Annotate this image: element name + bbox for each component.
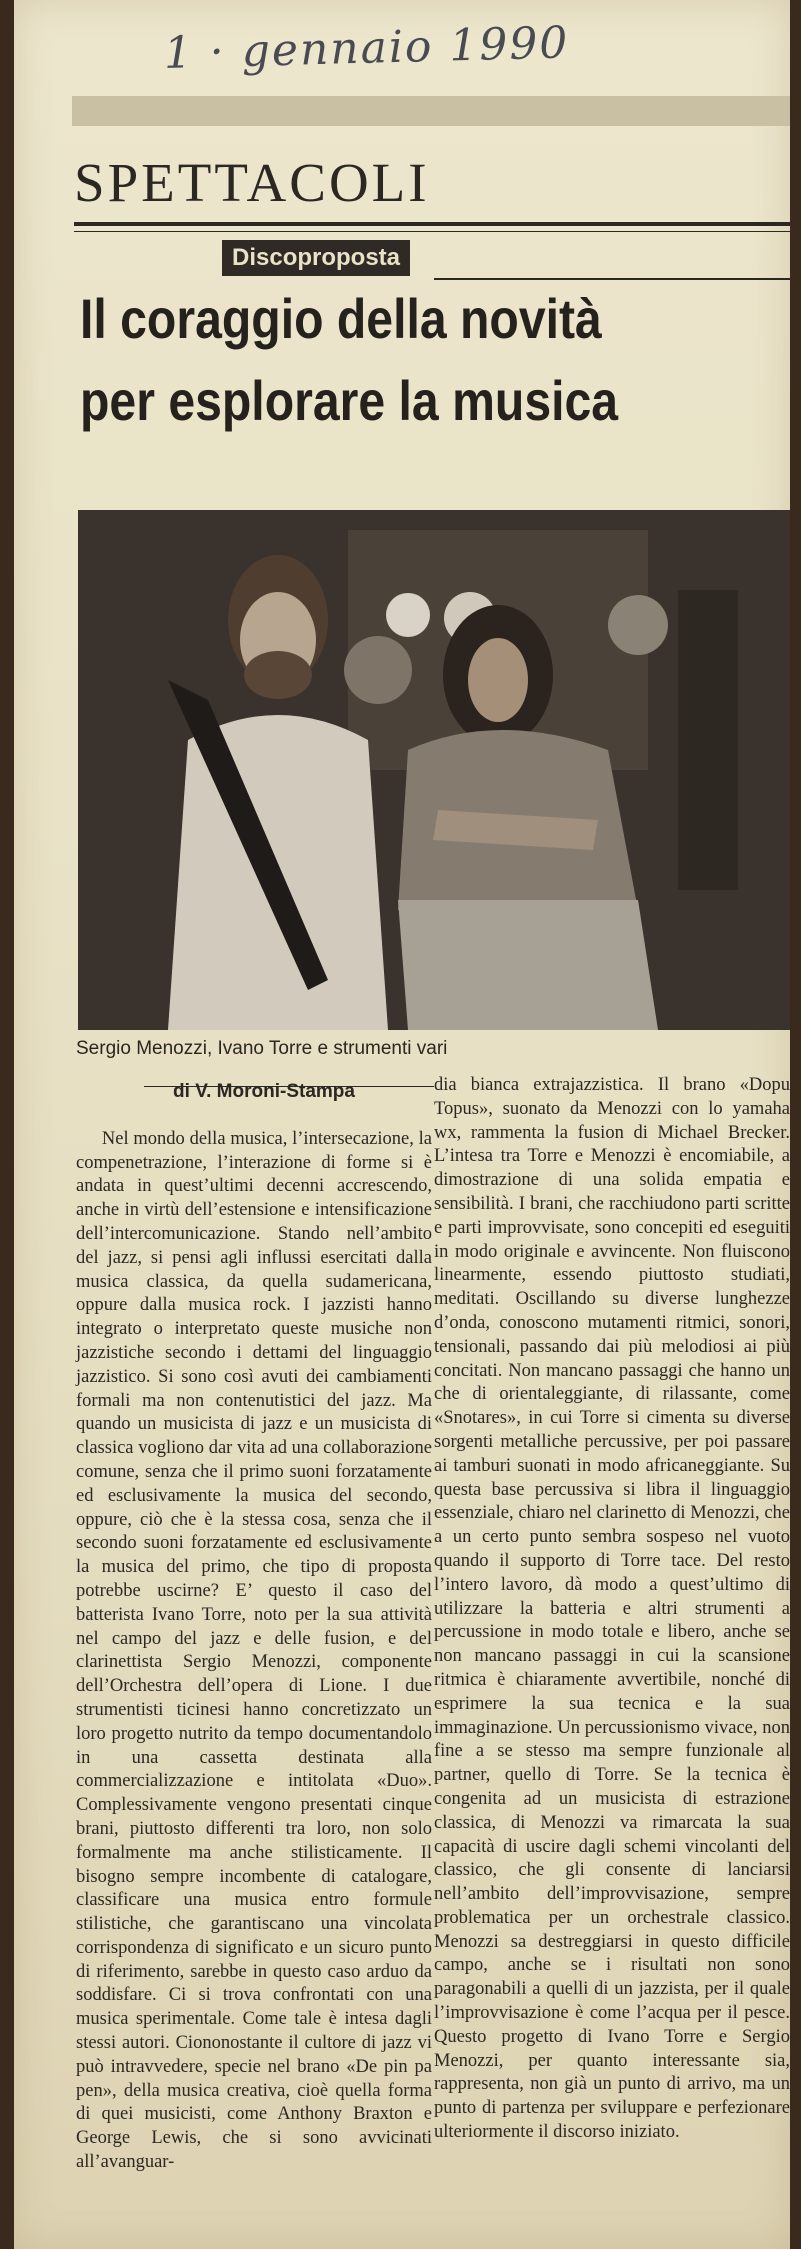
section-band [72, 96, 790, 126]
article-column-right [434, 1074, 790, 2145]
section-rule [74, 222, 790, 226]
photo-musicians [78, 510, 790, 1030]
byline: di V. Moroni-Stampa [173, 1081, 355, 1102]
photo-caption: Sergio Menozzi, Ivano Torre e strumenti vari [76, 1038, 448, 1059]
headline-line-2: per esplorare la musica [80, 369, 619, 432]
headline [80, 278, 691, 468]
article-text-left: Nel mondo della musica, l’intersecazione, la compenetrazione, l’interazione di forme si è andata in quest’ultimi decenni accrescendo, anche in virtù dell’estensione e intensificazione dell’intercomunicazione. Stando nell’ambito del jazz, si pensi agli influssi esercitati dalla musica classica, da quella sudamericana, oppure dalla musica rock. I jazzisti hanno integrato o interpretato queste musiche non jazzistiche secondo i dettami del linguaggio jazzistico. Si sono così avuti dei cambiamenti formali ma non contenutistici del jazz. Ma quando un musicista di jazz e un musicista di classica vogliono dar vita ad una collaborazione comune, senza che il primo suoni forzatamente ed esclusivamente la musica del secondo, oppure, ciò che è la stessa cosa, senza che il secondo suoni forzatamente ed esclusivamente la musica del primo, che tipo di proposta potrebbe uscirne? E’ questo il caso del batterista Ivano Torre, noto per la sua attività nel campo del jazz e delle fusion, e del clarinettista Sergio Menozzi, componente dell’Orchestra dell’opera di Lione. I due strumentisti ticinesi hanno concretizzato un loro progetto nutrito da tempo documentandolo in una cassetta destinata alla commercializzazione e intitolata «Duo». Complessivamente vengono presentati cinque brani, piuttosto differenti tra loro, non solo formalmente ma anche stilisticamente. Il bisogno sempre incombente di catalogare, classificare una musica entro formule stilistiche, che garantiscano una vincolata corrispondenza di significato e un sicuro punto di riferimento, sarebbe in questo caso arduo da soddisfare. Ci si trova confrontati con una musica sperimentale. Come tale è intesa dagli stessi autori. Ciononostante il cultore di jazz vi può intravvedere, specie nel brano «De pin pa pen», della musica creativa, cioè quella forma di quei musicisti, come Anthony Braxton e George Lewis, che si sono avvicinati all’avanguar- [76, 1128, 432, 2173]
newspaper-clipping [14, 0, 790, 2249]
photo-image [78, 510, 790, 1030]
article-text-right: dia bianca extrajazzistica. Il brano «Dopu Topus», suonato da Menozzi con lo yamaha wx, rammenta la fusion di Michael Brecker. L’intesa tra Torre e Menozzi è encomiabile, a dimostrazione di una solida empatia e sensibilità. I brani, che racchiudono parti scritte e parti improvvisate, sono concepiti ed eseguiti in modo originale e avvincente. Non fluiscono linearmente, essendo piuttosto studiati, meditati. Oscillando su diverse lunghezze d’onda, conoscono mutamenti ritmici, sonori, tensionali, passando dai più melodiosi ai più concitati. Non mancano passaggi che hanno un che di orientaleggiante, di rilassante, come «Snotares», in cui Torre si cimenta su diverse sorgenti metalliche percussive, per poi passare ai tamburi suonati in modo africaneggiante. Su questa base percussiva si libra il linguaggio essenziale, chiaro nel clarinetto di Menozzi, che a un certo punto sembra sospeso nel vuoto quando il supporto di Torre tace. Del resto l’intero lavoro, dà modo a quest’ultimo di utilizzare la batteria e altri strumenti a percussione in modo totale e libero, anche se non mancano passaggi in cui la scansione ritmica è chiaramente avvertibile, nonché di esprimere la sua tecnica e la sua immaginazione. Un percussionismo vivace, non fine a se stesso ma sempre funzionale al partner, quello di Torre. Se la tecnica è congenita ad un musicista di estrazione classica, di Menozzi va rimarcata la sua capacità di uscire dagli schemi vincolanti del classico, che gli consente di lanciarsi nell’ambito dell’improvvisazione, sempre problematica per un orchestrale classico. Menozzi sa destreggiarsi in questo difficile campo, anche se i risultati non sono paragonabili a quelli di un jazzista, per il quale l’improvvisazione è come l’acqua per il pesce. Questo progetto di Ivano Torre e Sergio Menozzi, per quanto interessante sia, rappresenta, non già un punto di arrivo, ma un punto di partenza per sviluppare e perfezionare ulteriormente il discorso iniziato. [434, 1075, 790, 2143]
headline-line-1: Il coraggio della novità [80, 287, 602, 350]
section-title: SPETTACOLI [74, 152, 430, 213]
kicker-label: Discoproposta [222, 240, 410, 276]
article-column-left [76, 1080, 432, 2175]
handwritten-date: 1 · gennaio 1990 [163, 17, 570, 80]
section-rule-thin [74, 231, 790, 232]
